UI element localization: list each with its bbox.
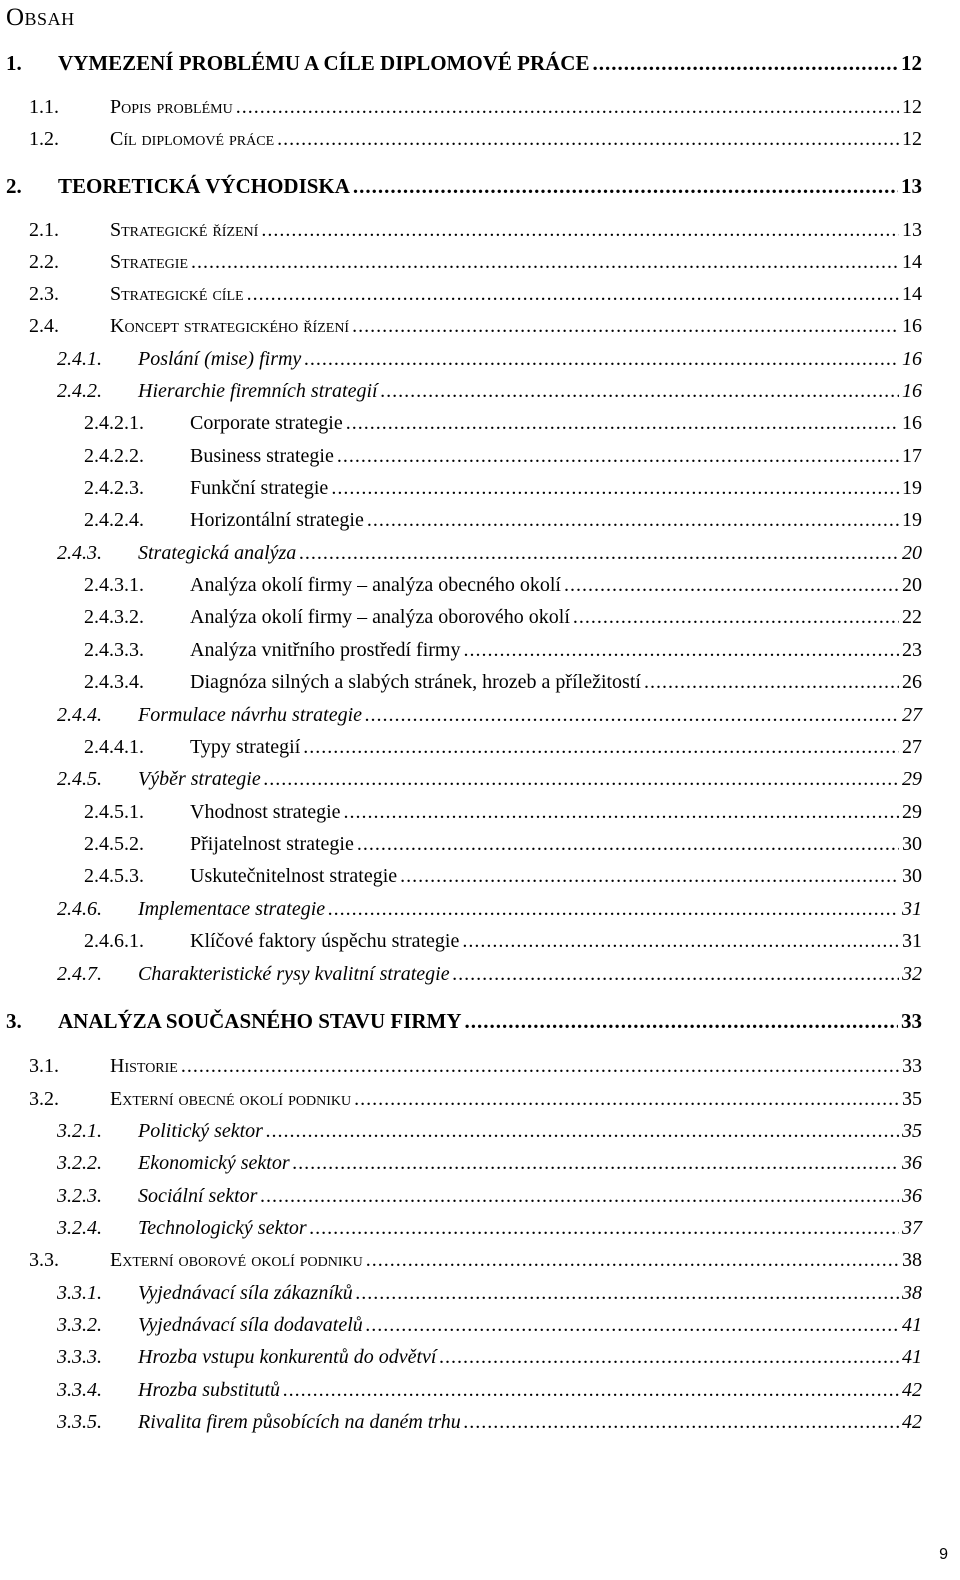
toc-entry-title: Typy strategií — [190, 736, 301, 758]
toc-dot-leader — [352, 315, 899, 338]
toc-dot-leader — [299, 542, 899, 565]
toc-entry-number: 3.2.1. — [57, 1120, 102, 1142]
toc-entry-title: Sociální sektor — [138, 1185, 258, 1207]
toc-entry-page: 19 — [902, 509, 922, 531]
toc-entry-number: 3.3.5. — [57, 1411, 102, 1433]
toc-entry[interactable] — [0, 704, 960, 734]
toc-entry-main — [110, 1055, 922, 1078]
toc-entry[interactable] — [0, 736, 960, 766]
toc-dot-leader — [354, 1088, 899, 1111]
toc-heading: Obsah — [6, 4, 75, 31]
toc-entry[interactable] — [0, 1411, 960, 1441]
toc-dot-leader — [365, 704, 899, 727]
toc-entry-number: 2.4.3.2. — [84, 606, 144, 628]
toc-entry-number: 2.4.5. — [57, 768, 102, 790]
toc-entry-main — [58, 174, 922, 199]
toc-entry-page: 35 — [902, 1088, 922, 1110]
toc-entry-title: Přijatelnost strategie — [190, 833, 354, 855]
toc-entry-number: 2.3. — [29, 283, 59, 305]
toc-entry-title: TEORETICKÁ VÝCHODISKA — [58, 174, 350, 198]
toc-entry-title: Výběr strategie — [138, 768, 261, 790]
toc-entry-number: 3.3.4. — [57, 1379, 102, 1401]
toc-entry-page: 29 — [902, 768, 922, 790]
toc-dot-leader — [465, 1009, 898, 1034]
toc-dot-leader — [357, 833, 899, 856]
toc-entry[interactable] — [0, 574, 960, 604]
toc-entry-page: 37 — [902, 1217, 922, 1239]
toc-entry[interactable] — [0, 1185, 960, 1215]
toc-entry-number: 2.4.2.1. — [84, 412, 144, 434]
toc-dot-leader — [293, 1152, 899, 1175]
toc-entry-number: 2.4.2.2. — [84, 445, 144, 467]
toc-entry[interactable] — [0, 219, 960, 249]
toc-entry[interactable] — [0, 1120, 960, 1150]
toc-entry-number: 2.4.5.1. — [84, 801, 144, 823]
toc-entry-number: 3.3.1. — [57, 1282, 102, 1304]
toc-entry[interactable] — [0, 1217, 960, 1247]
toc-dot-leader — [264, 768, 899, 791]
toc-entry[interactable] — [0, 963, 960, 993]
toc-entry-number: 3.1. — [29, 1055, 59, 1077]
toc-entry-title: Vyjednávací síla dodavatelů — [138, 1314, 363, 1336]
toc-entry[interactable] — [0, 801, 960, 831]
toc-entry[interactable] — [0, 477, 960, 507]
toc-entry-title: Strategické cíle — [110, 283, 244, 305]
toc-entry-page: 31 — [902, 930, 922, 952]
toc-dot-leader — [260, 1185, 899, 1208]
toc-dot-leader — [353, 174, 898, 199]
toc-dot-leader — [247, 283, 899, 306]
toc-entry-number: 2.4.3.4. — [84, 671, 144, 693]
toc-entry-page: 26 — [902, 671, 922, 693]
toc-entry-number: 2.4.1. — [57, 348, 102, 370]
toc-entry-number: 2.1. — [29, 219, 59, 241]
toc-entry[interactable] — [0, 96, 960, 126]
toc-entry-page: 14 — [902, 283, 922, 305]
toc-entry-page: 12 — [902, 128, 922, 150]
toc-entry-number: 2.4.2. — [57, 380, 102, 402]
toc-dot-leader — [366, 1314, 899, 1337]
toc-entry-number: 3.2.2. — [57, 1152, 102, 1174]
toc-entry[interactable] — [0, 380, 960, 410]
toc-entry-main — [138, 1411, 922, 1434]
toc-entry-number: 2.4.4. — [57, 704, 102, 726]
toc-dot-leader — [366, 1249, 899, 1272]
toc-entry-number: 2.4.6.1. — [84, 930, 144, 952]
toc-entry-main — [190, 477, 922, 500]
toc-entry-main — [190, 930, 922, 953]
toc-dot-leader — [344, 801, 899, 824]
toc-entry-page: 38 — [902, 1282, 922, 1304]
toc-entry-title: Business strategie — [190, 445, 334, 467]
toc-dot-leader — [439, 1346, 899, 1369]
toc-entry-title: Technologický sektor — [138, 1217, 307, 1239]
toc-entry-page: 16 — [902, 412, 922, 434]
toc-entry-number: 2.4.3. — [57, 542, 102, 564]
toc-entry-number: 2.4.3.3. — [84, 639, 144, 661]
toc-entry-page: 42 — [902, 1411, 922, 1433]
toc-dot-leader — [181, 1055, 899, 1078]
toc-entry-number: 2.4.3.1. — [84, 574, 144, 596]
toc-entry[interactable] — [0, 639, 960, 669]
toc-entry-main — [138, 1120, 922, 1143]
toc-entry[interactable] — [0, 542, 960, 572]
toc-dot-leader — [191, 251, 899, 274]
toc-entry-page: 31 — [902, 898, 922, 920]
toc-dot-leader — [304, 348, 899, 371]
toc-entry-title: Strategické řízení — [110, 219, 259, 241]
toc-entry-main — [190, 509, 922, 532]
toc-entry-main — [110, 219, 922, 242]
toc-entry[interactable] — [0, 412, 960, 442]
toc-entry-page: 12 — [902, 96, 922, 118]
toc-dot-leader — [644, 671, 899, 694]
toc-entry-title: Klíčové faktory úspěchu strategie — [190, 930, 460, 952]
toc-dot-leader — [564, 574, 899, 597]
toc-entry-number: 2.2. — [29, 251, 59, 273]
toc-entry-page: 13 — [902, 219, 922, 241]
toc-entry-title: VYMEZENÍ PROBLÉMU A CÍLE DIPLOMOVÉ PRÁCE — [58, 51, 590, 75]
toc-entry-page: 27 — [902, 736, 922, 758]
toc-entry[interactable] — [0, 51, 960, 81]
toc-entry-main — [138, 1185, 922, 1208]
toc-dot-leader — [346, 412, 899, 435]
toc-entry[interactable] — [0, 833, 960, 863]
toc-dot-leader — [462, 930, 899, 953]
toc-entry-main — [190, 865, 922, 888]
toc-entry-number: 3.3.3. — [57, 1346, 102, 1368]
toc-entry-main — [138, 1346, 922, 1369]
toc-dot-leader — [453, 963, 899, 986]
page-number: 9 — [939, 1546, 948, 1563]
toc-entry-title: Historie — [110, 1055, 178, 1077]
toc-entry-main — [138, 380, 922, 403]
toc-entry-number: 3.2.4. — [57, 1217, 102, 1239]
toc-entry-main — [110, 1249, 922, 1272]
toc-dot-leader — [236, 96, 899, 119]
toc-entry-title: Funkční strategie — [190, 477, 329, 499]
toc-entry[interactable] — [0, 865, 960, 895]
toc-dot-leader — [367, 509, 899, 532]
toc-entry-title: Popis problému — [110, 96, 233, 118]
toc-entry-page: 38 — [902, 1249, 922, 1271]
toc-dot-leader — [261, 219, 899, 242]
toc-entry-number: 2.4.2.4. — [84, 509, 144, 531]
toc-entry-title: Implementace strategie — [138, 898, 326, 920]
toc-entry-main — [110, 96, 922, 119]
toc-entry-number: 2.4.2.3. — [84, 477, 144, 499]
toc-entry-page: 29 — [902, 801, 922, 823]
toc-entry-page: 41 — [902, 1346, 922, 1368]
toc-dot-leader — [381, 380, 899, 403]
toc-entry-main — [190, 574, 922, 597]
toc-entry-title: Hrozba substitutů — [138, 1379, 281, 1401]
toc-entry[interactable] — [0, 1314, 960, 1344]
toc-dot-leader — [331, 477, 899, 500]
toc-entry-main — [138, 348, 922, 371]
toc-entry-number: 1.2. — [29, 128, 59, 150]
toc-entry-main — [110, 315, 922, 338]
toc-entry-page: 22 — [902, 606, 922, 628]
toc-entry[interactable] — [0, 930, 960, 960]
toc-dot-leader — [464, 1411, 899, 1434]
toc-entry-title: Strategie — [110, 251, 188, 273]
toc-entry[interactable] — [0, 348, 960, 378]
toc-entry-main — [138, 1282, 922, 1305]
toc-entry-title: Diagnóza silných a slabých stránek, hrozeb a příležitostí — [190, 671, 641, 693]
toc-entry[interactable] — [0, 509, 960, 539]
toc-entry-number: 2. — [6, 174, 22, 198]
toc-dot-leader — [303, 736, 899, 759]
toc-entry-page: 33 — [902, 1055, 922, 1077]
toc-entry-number: 1. — [6, 51, 22, 75]
toc-entry-page: 12 — [901, 51, 922, 75]
toc-entry-number: 3.2. — [29, 1088, 59, 1110]
toc-entry-main — [190, 445, 922, 468]
toc-entry-page: 20 — [902, 574, 922, 596]
toc-entry-title: Ekonomický sektor — [138, 1152, 290, 1174]
toc-dot-leader — [356, 1282, 899, 1305]
toc-entry-title: Uskutečnitelnost strategie — [190, 865, 398, 887]
toc-entry-main — [190, 639, 922, 662]
toc-dot-leader — [464, 639, 900, 662]
toc-entry-main — [138, 1152, 922, 1175]
toc-entry[interactable] — [0, 1282, 960, 1312]
toc-entry[interactable] — [0, 1055, 960, 1085]
toc-entry-title: Cíl diplomové práce — [110, 128, 275, 150]
toc-entry-page: 35 — [902, 1120, 922, 1142]
toc-entry-number: 2.4. — [29, 315, 59, 337]
toc-entry-page: 13 — [901, 174, 922, 198]
toc-entry[interactable] — [0, 606, 960, 636]
toc-dot-leader — [400, 865, 899, 888]
toc-entry-main — [138, 963, 922, 986]
toc-entry-title: Strategická analýza — [138, 542, 297, 564]
toc-entry[interactable] — [0, 315, 960, 345]
toc-entry-page: 42 — [902, 1379, 922, 1401]
toc-entry-page: 30 — [902, 833, 922, 855]
toc-entry-main — [138, 1379, 922, 1402]
toc-entry[interactable] — [0, 898, 960, 928]
toc-dot-leader — [277, 128, 899, 151]
toc-entry-page: 32 — [902, 963, 922, 985]
toc-entry-title: Analýza okolí firmy – analýza obecného okolí — [190, 574, 561, 596]
toc-entry-page: 33 — [901, 1009, 922, 1033]
toc-entry-title: Externí oborové okolí podniku — [110, 1249, 363, 1271]
toc-entry-title: Hierarchie firemních strategií — [138, 380, 378, 402]
toc-entry-number: 3.2.3. — [57, 1185, 102, 1207]
toc-entry-main — [110, 1088, 922, 1111]
toc-entry[interactable] — [0, 445, 960, 475]
toc-dot-leader — [328, 898, 899, 921]
toc-entry[interactable] — [0, 174, 960, 204]
toc-entry[interactable] — [0, 128, 960, 158]
toc-entry[interactable] — [0, 283, 960, 313]
toc-entry-page: 36 — [902, 1185, 922, 1207]
toc-entry-title: Koncept strategického řízení — [110, 315, 350, 337]
toc-dot-leader — [337, 445, 899, 468]
toc-entry-page: 19 — [902, 477, 922, 499]
toc-entry[interactable] — [0, 251, 960, 281]
toc-entry-page: 16 — [902, 315, 922, 337]
toc-entry-title: Hrozba vstupu konkurentů do odvětví — [138, 1346, 437, 1368]
toc-entry-main — [58, 51, 922, 76]
toc-entry-title: Horizontální strategie — [190, 509, 364, 531]
toc-dot-leader — [592, 51, 898, 76]
toc-entry[interactable] — [0, 1379, 960, 1409]
toc-entry-main — [110, 128, 922, 151]
toc-entry-number: 2.4.5.2. — [84, 833, 144, 855]
toc-entry-number: 2.4.5.3. — [84, 865, 144, 887]
toc-entry-main — [138, 1217, 922, 1240]
toc-entry-main — [190, 801, 922, 824]
toc-entry-title: Poslání (mise) firmy — [138, 348, 302, 370]
toc-entry-main — [190, 606, 922, 629]
toc-entry-title: Vhodnost strategie — [190, 801, 341, 823]
toc-entry-main — [110, 251, 922, 274]
toc-entry-main — [138, 704, 922, 727]
toc-entry[interactable] — [0, 1152, 960, 1182]
toc-dot-leader — [266, 1120, 899, 1143]
toc-entry-page: 17 — [902, 445, 922, 467]
toc-entry-main — [58, 1009, 922, 1034]
toc-entry-main — [190, 833, 922, 856]
toc-entry-number: 3.3.2. — [57, 1314, 102, 1336]
toc-entry-title: Externí obecné okolí podniku — [110, 1088, 352, 1110]
toc-entry-title: Corporate strategie — [190, 412, 343, 434]
toc-entry-number: 3.3. — [29, 1249, 59, 1271]
toc-entry-number: 2.4.7. — [57, 963, 102, 985]
toc-entry[interactable] — [0, 1009, 960, 1039]
toc-entry-main — [190, 736, 922, 759]
toc-entry-title: Formulace návrhu strategie — [138, 704, 363, 726]
toc-entry-page: 16 — [902, 380, 922, 402]
toc-entry-number: 3. — [6, 1009, 22, 1033]
toc-entry-title: Analýza vnitřního prostředí firmy — [190, 639, 461, 661]
toc-dot-leader — [310, 1217, 899, 1240]
toc-entry-title: ANALÝZA SOUČASNÉHO STAVU FIRMY — [58, 1009, 462, 1033]
toc-entry-title: Politický sektor — [138, 1120, 263, 1142]
toc-entry-main — [110, 283, 922, 306]
toc-entry-page: 27 — [902, 704, 922, 726]
toc-entry[interactable] — [0, 1088, 960, 1118]
toc-entry-page: 41 — [902, 1314, 922, 1336]
toc-entry-title: Rivalita firem působících na daném trhu — [138, 1411, 461, 1433]
toc-entry-main — [190, 412, 922, 435]
toc-entry[interactable] — [0, 768, 960, 798]
toc-entry-number: 1.1. — [29, 96, 59, 118]
toc-entry-main — [138, 1314, 922, 1337]
toc-entry-title: Charakteristické rysy kvalitní strategie — [138, 963, 450, 985]
toc-entry-page: 30 — [902, 865, 922, 887]
toc-entry-page: 36 — [902, 1152, 922, 1174]
toc-entry-title: Analýza okolí firmy – analýza oborového okolí — [190, 606, 570, 628]
toc-entry-page: 23 — [902, 639, 922, 661]
toc-entry[interactable] — [0, 1249, 960, 1279]
toc-entry-title: Vyjednávací síla zákazníků — [138, 1282, 353, 1304]
toc-entry-page: 16 — [902, 348, 922, 370]
toc-dot-leader — [283, 1379, 899, 1402]
toc-entry-number: 2.4.6. — [57, 898, 102, 920]
toc-dot-leader — [573, 606, 899, 629]
toc-entry-page: 20 — [902, 542, 922, 564]
toc-entry-main — [138, 768, 922, 791]
toc-entry-main — [190, 671, 922, 694]
toc-entry-number: 2.4.4.1. — [84, 736, 144, 758]
toc-entry-main — [138, 542, 922, 565]
toc-entry[interactable] — [0, 1346, 960, 1376]
toc-entry-main — [138, 898, 922, 921]
toc-entry-page: 14 — [902, 251, 922, 273]
toc-entry[interactable] — [0, 671, 960, 701]
